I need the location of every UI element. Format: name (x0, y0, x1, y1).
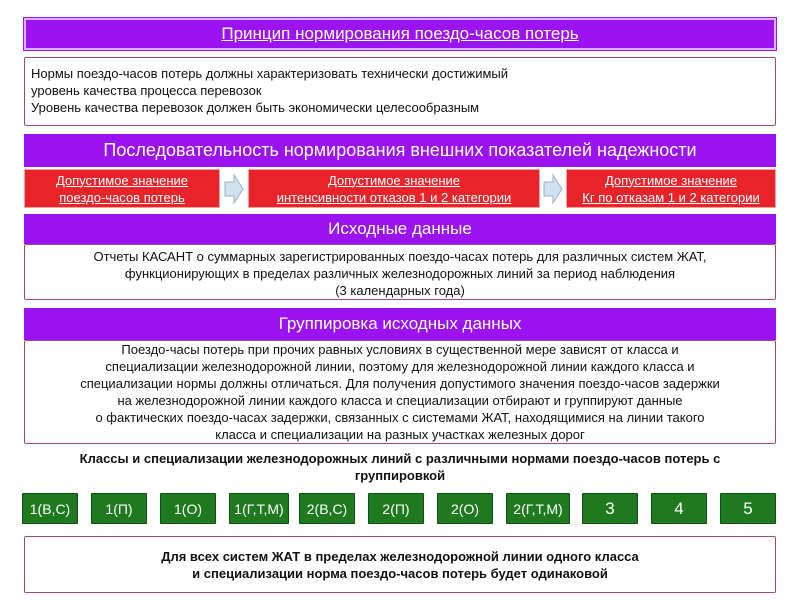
class-button-5[interactable]: 5 (720, 493, 776, 524)
classes-heading-line: Классы и специализации железнодорожных линий с различными нормами поездо-часов потерь с (79, 451, 721, 466)
step-line: поездо-часов потерь (59, 189, 185, 205)
grouping-line: специализации железнодорожной линии, поэтому для железнодорожной линии каждого класса и (105, 358, 695, 374)
conclusion-line: Для всех систем ЖАТ в пределах железнодорожной линии одного класса (161, 549, 639, 564)
principle-line: уровень качества процесса перевозок (31, 83, 262, 98)
class-button-1p[interactable]: 1(П) (91, 493, 147, 524)
grouping-line: на железнодорожной линии каждого класса и специализации отбирают и группируют данные (117, 392, 683, 408)
source-line: функционирующих в пределах различных железнодорожных линий за период наблюдения (124, 266, 676, 281)
step-line: Допустимое значение (327, 172, 461, 188)
sequence-heading-text: Последовательность нормирования внешних показателей надежности (103, 140, 697, 160)
sequence-heading (24, 134, 776, 167)
page-title (24, 18, 776, 50)
grouping-line: класса и специализации на разных участках железных дорог (215, 426, 585, 442)
classes-heading (24, 450, 776, 486)
class-button-2p[interactable]: 2(П) (368, 493, 424, 524)
sequence-step-3 (566, 169, 776, 208)
grouping-heading-text: Группировка исходных данных (278, 314, 522, 333)
conclusion-line: и специализации норма поездо-часов потерь будет одинаковой (192, 566, 608, 581)
principles-box (24, 57, 776, 126)
grouping-box (24, 340, 776, 444)
principle-line: Нормы поездо-часов потерь должны характеризовать технически достижимый (31, 66, 509, 81)
source-box (24, 244, 776, 300)
step-line: Кг по отказам 1 и 2 категории (582, 189, 760, 205)
class-button-2o[interactable]: 2(О) (437, 493, 493, 524)
sequence-step-2 (248, 169, 540, 208)
classes-heading-line: группировкой (354, 468, 446, 483)
source-heading (24, 214, 776, 244)
class-button-1vs[interactable]: 1(В,С) (22, 493, 78, 524)
class-button-4[interactable]: 4 (651, 493, 707, 524)
grouping-heading (24, 308, 776, 340)
grouping-line: Поездо-часы потерь при прочих равных условиях в существенной мере зависят от класса и (121, 342, 679, 357)
step-line: Допустимое значение (604, 172, 738, 188)
class-button-2vs[interactable]: 2(В,С) (299, 493, 355, 524)
right-arrow-icon (541, 169, 565, 208)
grouping-line: о фактических поездо-часах задержки, связанных с системами ЖАТ, находящимися на линии такого (95, 409, 705, 425)
class-button-1gtm[interactable]: 1(Г,Т,М) (229, 493, 289, 524)
sequence-step-1 (24, 169, 220, 208)
step-line: Допустимое значение (55, 172, 189, 188)
step-line: интенсивности отказов 1 и 2 категории (276, 189, 512, 205)
source-heading-text: Исходные данные (328, 219, 472, 238)
page-title-text: Принцип нормирования поездо-часов потерь (221, 24, 579, 43)
right-arrow-icon (222, 169, 246, 208)
source-line: (3 календарных года) (335, 283, 465, 298)
class-button-2gtm[interactable]: 2(Г,Т,М) (506, 493, 570, 524)
principle-line: Уровень качества перевозок должен быть экономически целесообразным (31, 100, 480, 115)
class-button-3[interactable]: 3 (582, 493, 638, 524)
grouping-line: специализации нормы должны отличаться. Для получения допустимого значения поездо-часов задержки (80, 375, 720, 391)
class-button-1o[interactable]: 1(О) (160, 493, 216, 524)
conclusion-box (24, 536, 776, 593)
source-line: Отчеты КАСАНТ о суммарных зарегистрированных поездо-часах потерь для различных систем ЖАТ, (93, 249, 707, 264)
